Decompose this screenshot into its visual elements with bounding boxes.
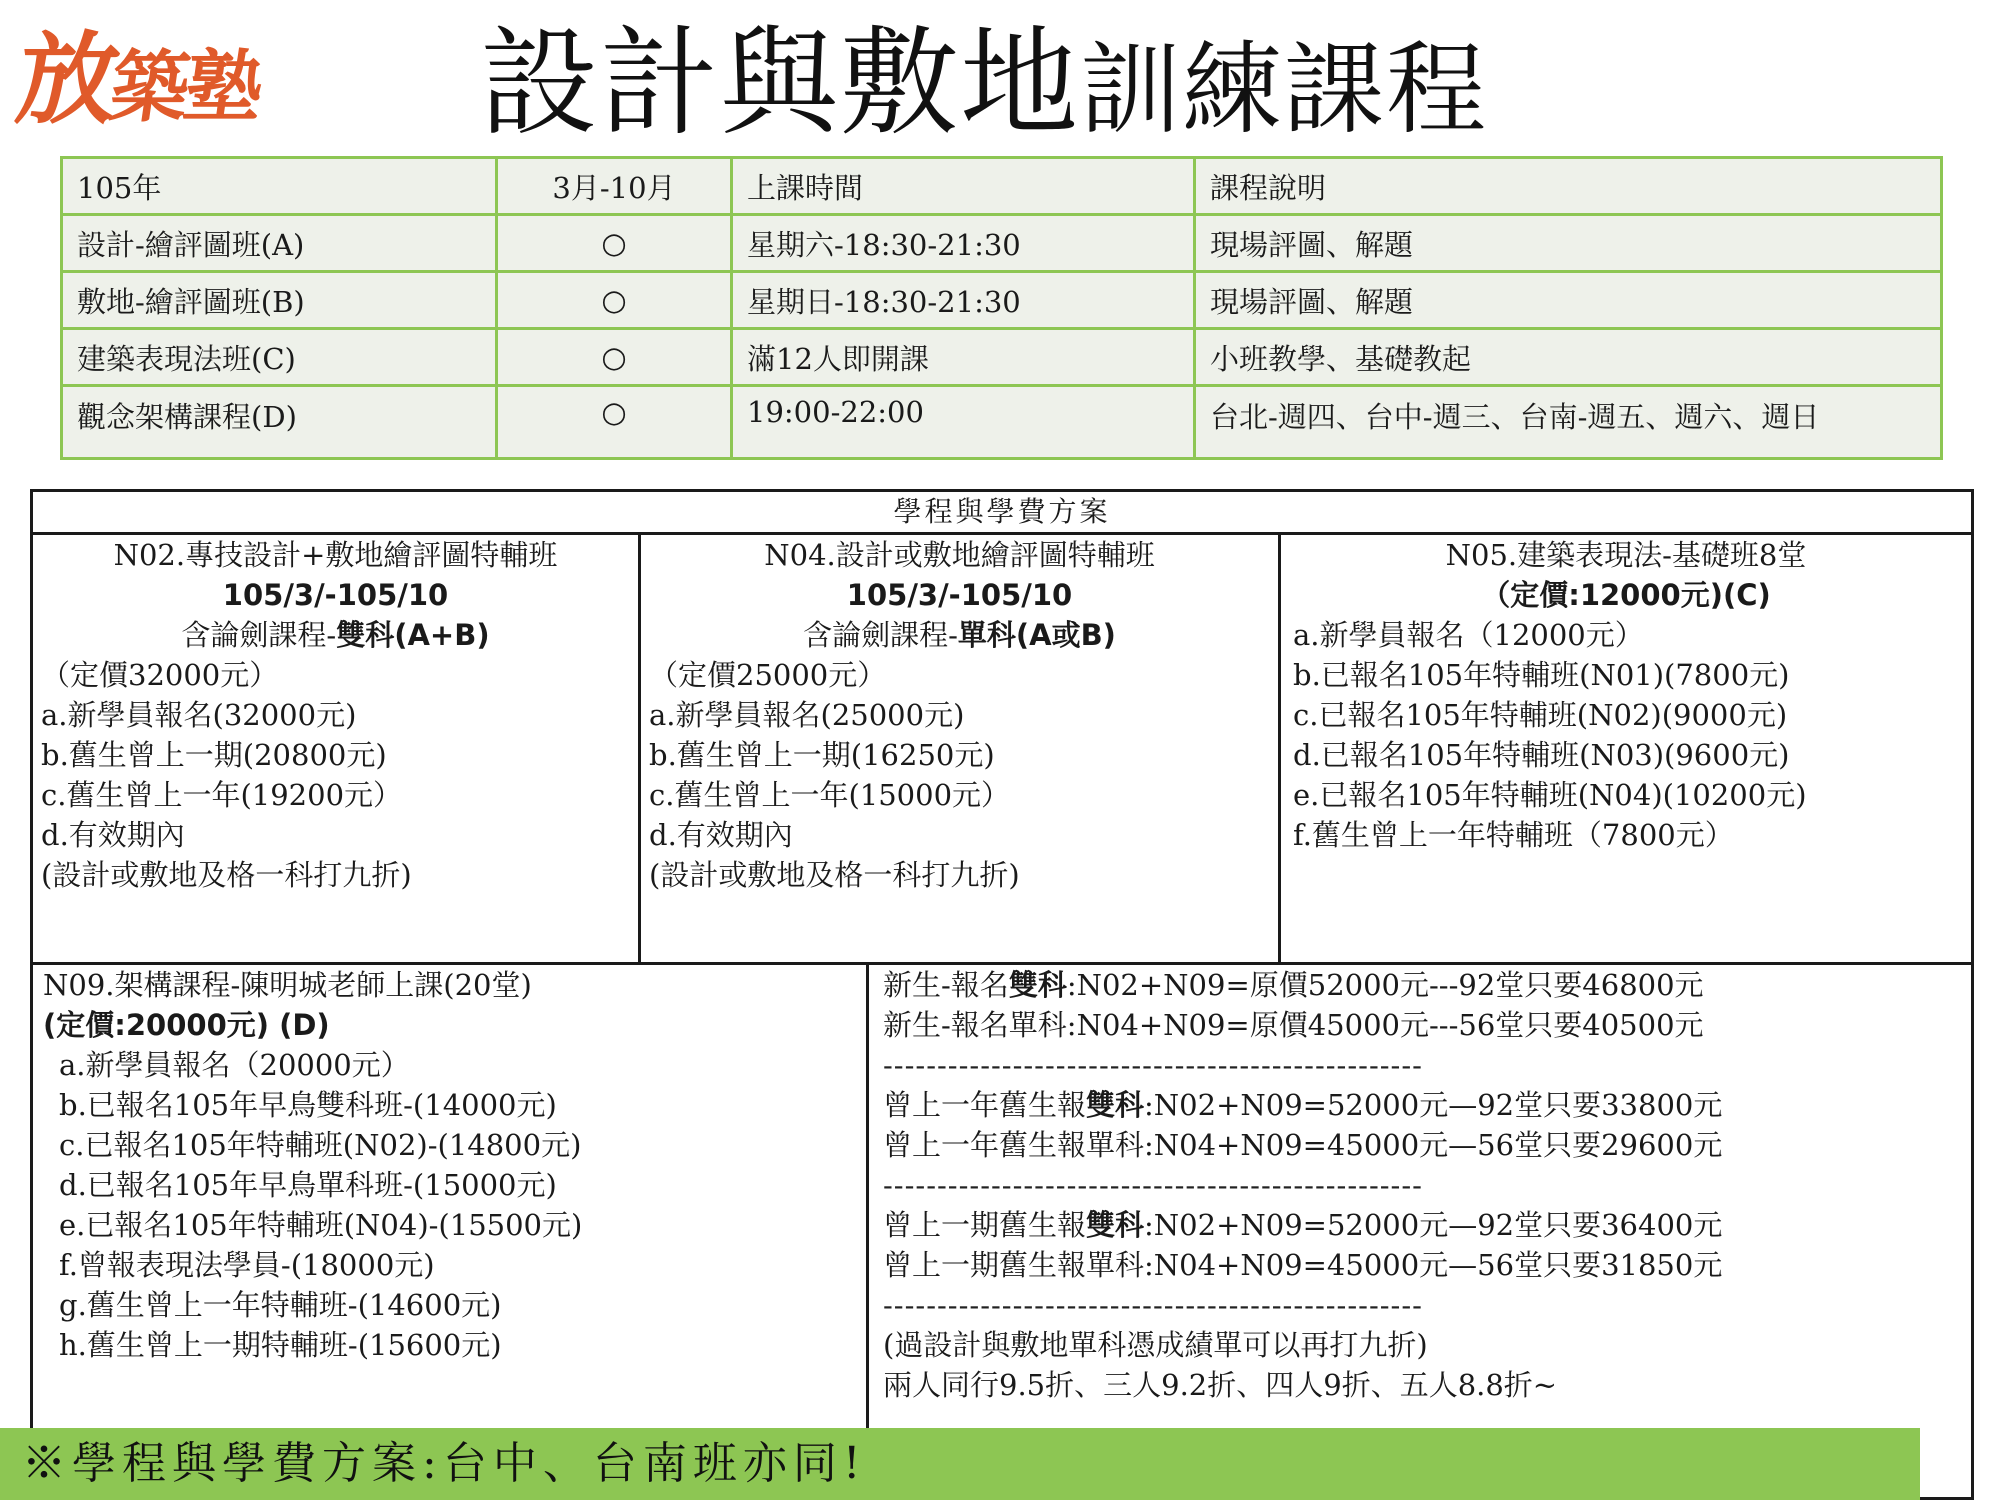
schedule-header-desc: 課程說明 — [1195, 158, 1942, 215]
plan-n05 — [1281, 535, 1971, 965]
schedule-row — [62, 329, 1942, 386]
title-part-2: 訓練課程 — [1080, 31, 1489, 148]
combo-bold-text: 雙科 — [1086, 1208, 1145, 1242]
course-name: 建築表現法班(C) — [62, 329, 497, 386]
plan-item: c.已報名105年特輔班(N02)-(14800元) — [59, 1128, 582, 1162]
plan-subtitle — [649, 615, 1270, 655]
plan-item: b.已報名105年早鳥雙科班-(14000元) — [59, 1088, 557, 1122]
plan-item: c.已報名105年特輔班(N02)(9000元) — [1293, 698, 1788, 732]
combo-text: :N02+N09=52000元—92堂只要33800元 — [1144, 1088, 1723, 1122]
plan-item: a.新學員報名（20000元） — [59, 1048, 410, 1082]
fee-plans-box — [30, 489, 1974, 1500]
plan-item: d.已報名105年早鳥單科班-(15000元) — [59, 1168, 557, 1202]
schedule-row — [62, 386, 1942, 459]
plan-item: c.舊生曾上一年(15000元） — [649, 778, 1011, 812]
plan-period: 105/3/-105/10 — [222, 578, 449, 612]
logo-main-glyph: 放 — [9, 21, 121, 138]
plan-item: b.舊生曾上一期(20800元) — [41, 738, 387, 772]
separator-line: -------------------------------------------------- — [883, 1168, 1423, 1202]
plan-n09 — [33, 965, 869, 1435]
circle-mark: ○ — [497, 272, 732, 329]
plan-price: （定價25000元） — [649, 658, 887, 692]
plan-item: d.已報名105年特輔班(N03)(9600元) — [1293, 738, 1790, 772]
plan-item: g.舊生曾上一年特輔班-(14600元) — [59, 1288, 502, 1322]
course-name: 敷地-繪評圖班(B) — [62, 272, 497, 329]
plan-title: N09.架構課程-陳明城老師上課(20堂) — [43, 968, 532, 1002]
combo-new-single: 新生-報名單科:N04+N09=原價45000元---56堂只要40500元 — [883, 1008, 1704, 1042]
plan-price: (定價:20000元) (D) — [43, 1008, 330, 1042]
schedule-table — [60, 156, 1943, 460]
plan-subtitle-prefix: 含論劍課程- — [803, 618, 958, 652]
combo-term-double — [883, 1205, 1957, 1245]
course-name: 觀念架構課程(D) — [62, 386, 497, 459]
plan-n02 — [33, 535, 641, 965]
combo-bold-text: 雙科 — [1086, 1088, 1145, 1122]
plan-item: h.舊生曾上一期特輔班-(15600元) — [59, 1328, 502, 1362]
course-time: 星期六-18:30-21:30 — [732, 215, 1195, 272]
plan-item: d.有效期內 — [649, 818, 793, 852]
fee-plans-heading: 學程與學費方案 — [33, 492, 1971, 535]
course-name: 設計-繪評圖班(A) — [62, 215, 497, 272]
combo-text: :N02+N09=52000元—92堂只要36400元 — [1144, 1208, 1723, 1242]
group-discount-note: 兩人同行9.5折、三人9.2折、四人9折、五人8.8折~ — [883, 1368, 1558, 1402]
combo-bold-text: 雙科 — [1008, 968, 1067, 1002]
combo-note: (過設計與敷地單科憑成績單可以再打九折) — [883, 1328, 1428, 1362]
course-desc: 現場評圖、解題 — [1195, 272, 1942, 329]
combo-year-double — [883, 1085, 1957, 1125]
plan-item: a.新學員報名（12000元） — [1293, 618, 1644, 652]
combo-offers — [869, 965, 1971, 1435]
plan-period: 105/3/-105/10 — [846, 578, 1073, 612]
plan-item: b.舊生曾上一期(16250元) — [649, 738, 995, 772]
schedule-row — [62, 272, 1942, 329]
combo-term-single: 曾上一期舊生報單科:N04+N09=45000元—56堂只要31850元 — [883, 1248, 1723, 1282]
plan-price: （定價:12000元)(C) — [1481, 578, 1771, 612]
plan-subtitle-prefix: 含論劍課程- — [181, 618, 337, 652]
plan-item: e.已報名105年特輔班(N04)-(15500元) — [59, 1208, 583, 1242]
combo-text: 曾上一年舊生報 — [883, 1088, 1087, 1122]
separator-line: -------------------------------------------------- — [883, 1288, 1423, 1322]
circle-mark: ○ — [497, 329, 732, 386]
plan-price: （定價32000元） — [41, 658, 279, 692]
plan-item: a.新學員報名(25000元) — [649, 698, 965, 732]
plan-item: c.舊生曾上一年(19200元） — [41, 778, 403, 812]
plan-title: N04.設計或敷地繪評圖特輔班 — [764, 538, 1155, 572]
course-desc: 現場評圖、解題 — [1195, 215, 1942, 272]
combo-text: 曾上一期舊生報 — [883, 1208, 1087, 1242]
course-desc: 台北-週四、台中-週三、台南-週五、週六、週日 — [1195, 386, 1942, 459]
plan-item: f.舊生曾上一年特輔班（7800元） — [1293, 818, 1734, 852]
plan-item: a.新學員報名(32000元) — [41, 698, 357, 732]
plan-item: d.有效期內 — [41, 818, 185, 852]
logo-small-glyphs: 築塾 — [104, 43, 266, 133]
schedule-row — [62, 215, 1942, 272]
plan-item: (設計或敷地及格一科打九折) — [649, 858, 1020, 892]
plan-title: N05.建築表現法-基礎班8堂 — [1445, 538, 1807, 572]
course-time: 滿12人即開課 — [732, 329, 1195, 386]
course-desc: 小班教學、基礎教起 — [1195, 329, 1942, 386]
schedule-header-row — [62, 158, 1942, 215]
combo-year-single: 曾上一年舊生報單科:N04+N09=45000元—56堂只要29600元 — [883, 1128, 1723, 1162]
plan-item: e.已報名105年特輔班(N04)(10200元) — [1293, 778, 1807, 812]
plan-subtitle-bold: 單科(A或B) — [957, 618, 1116, 652]
page-title — [480, 14, 1489, 152]
title-part-1: 設計與敷地 — [480, 14, 1081, 152]
footer-banner: ※學程與學費方案:台中、台南班亦同! — [0, 1428, 1920, 1500]
separator-line: -------------------------------------------------- — [883, 1048, 1423, 1082]
course-time: 19:00-22:00 — [732, 386, 1195, 459]
circle-mark: ○ — [497, 386, 732, 459]
combo-text: 新生-報名 — [883, 968, 1009, 1002]
plan-title: N02.專技設計+敷地繪評圖特輔班 — [113, 538, 558, 572]
combo-new-double — [883, 965, 1957, 1005]
logo — [10, 20, 407, 140]
plan-n04 — [641, 535, 1281, 965]
plan-item: f.曾報表現法學員-(18000元) — [59, 1248, 435, 1282]
circle-mark: ○ — [497, 215, 732, 272]
plan-subtitle — [41, 615, 630, 655]
combo-text: :N02+N09=原價52000元---92堂只要46800元 — [1066, 968, 1704, 1002]
schedule-header-time: 上課時間 — [732, 158, 1195, 215]
plan-item: (設計或敷地及格一科打九折) — [41, 858, 412, 892]
course-time: 星期日-18:30-21:30 — [732, 272, 1195, 329]
plan-subtitle-bold: 雙科(A+B) — [336, 618, 490, 652]
schedule-header-year: 105年 — [62, 158, 497, 215]
plan-item: b.已報名105年特輔班(N01)(7800元) — [1293, 658, 1790, 692]
schedule-header-period: 3月-10月 — [497, 158, 732, 215]
